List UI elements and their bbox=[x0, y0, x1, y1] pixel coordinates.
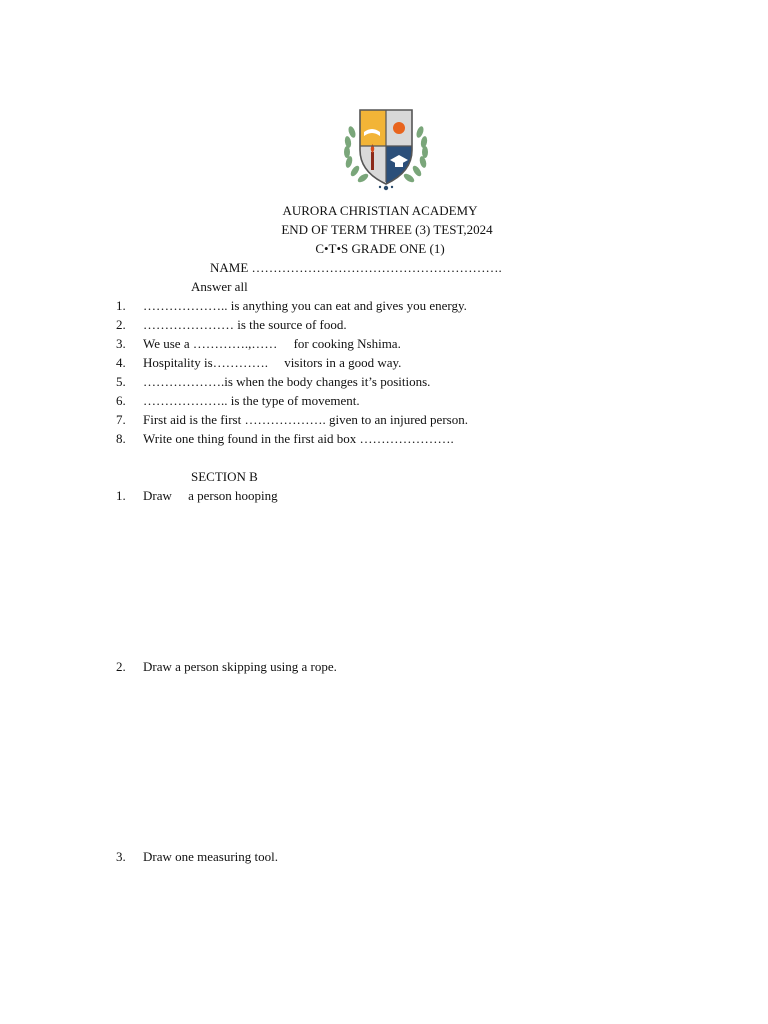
question-number: 6. bbox=[116, 393, 126, 408]
question-text: ……………….is when the body changes it’s positions. bbox=[143, 374, 431, 389]
question-number: 2. bbox=[116, 659, 126, 674]
question-number: 1. bbox=[116, 298, 126, 313]
question-text: Draw one measuring tool. bbox=[143, 849, 279, 864]
question-number: 3. bbox=[116, 336, 126, 351]
test-title: END OF TERM THREE (3) TEST,2024 bbox=[281, 222, 493, 237]
question-number: 4. bbox=[116, 355, 126, 370]
question-number: 2. bbox=[116, 317, 126, 332]
subject-title: C•T•S GRADE ONE (1) bbox=[315, 241, 445, 256]
question-number: 7. bbox=[116, 412, 126, 427]
question-text: Draw a person skipping using a rope. bbox=[143, 659, 337, 674]
section-b-title: SECTION B bbox=[191, 469, 258, 484]
school-crest-logo bbox=[330, 92, 442, 196]
question-text: ……………….. is the type of movement. bbox=[143, 393, 360, 408]
name-field: NAME …………………………………………………. bbox=[210, 260, 502, 275]
question-number: 5. bbox=[116, 374, 126, 389]
question-text: We use a ………….,…… for cooking Nshima. bbox=[143, 336, 401, 351]
question-text: Draw a person hooping bbox=[143, 488, 278, 503]
question-number: 8. bbox=[116, 431, 126, 446]
school-name: AURORA CHRISTIAN ACADEMY bbox=[282, 203, 478, 218]
question-text: Write one thing found in the first aid box …………………. bbox=[143, 431, 454, 446]
question-number: 3. bbox=[116, 849, 126, 864]
question-text: Hospitality is…………. visitors in a good way. bbox=[143, 355, 402, 370]
instruction: Answer all bbox=[191, 279, 248, 294]
question-text: ……………….. is anything you can eat and gives you energy. bbox=[143, 298, 467, 313]
question-number: 1. bbox=[116, 488, 126, 503]
question-text: First aid is the first ………………. given to an injured person. bbox=[143, 412, 468, 427]
question-text: ………………… is the source of food. bbox=[143, 317, 347, 332]
